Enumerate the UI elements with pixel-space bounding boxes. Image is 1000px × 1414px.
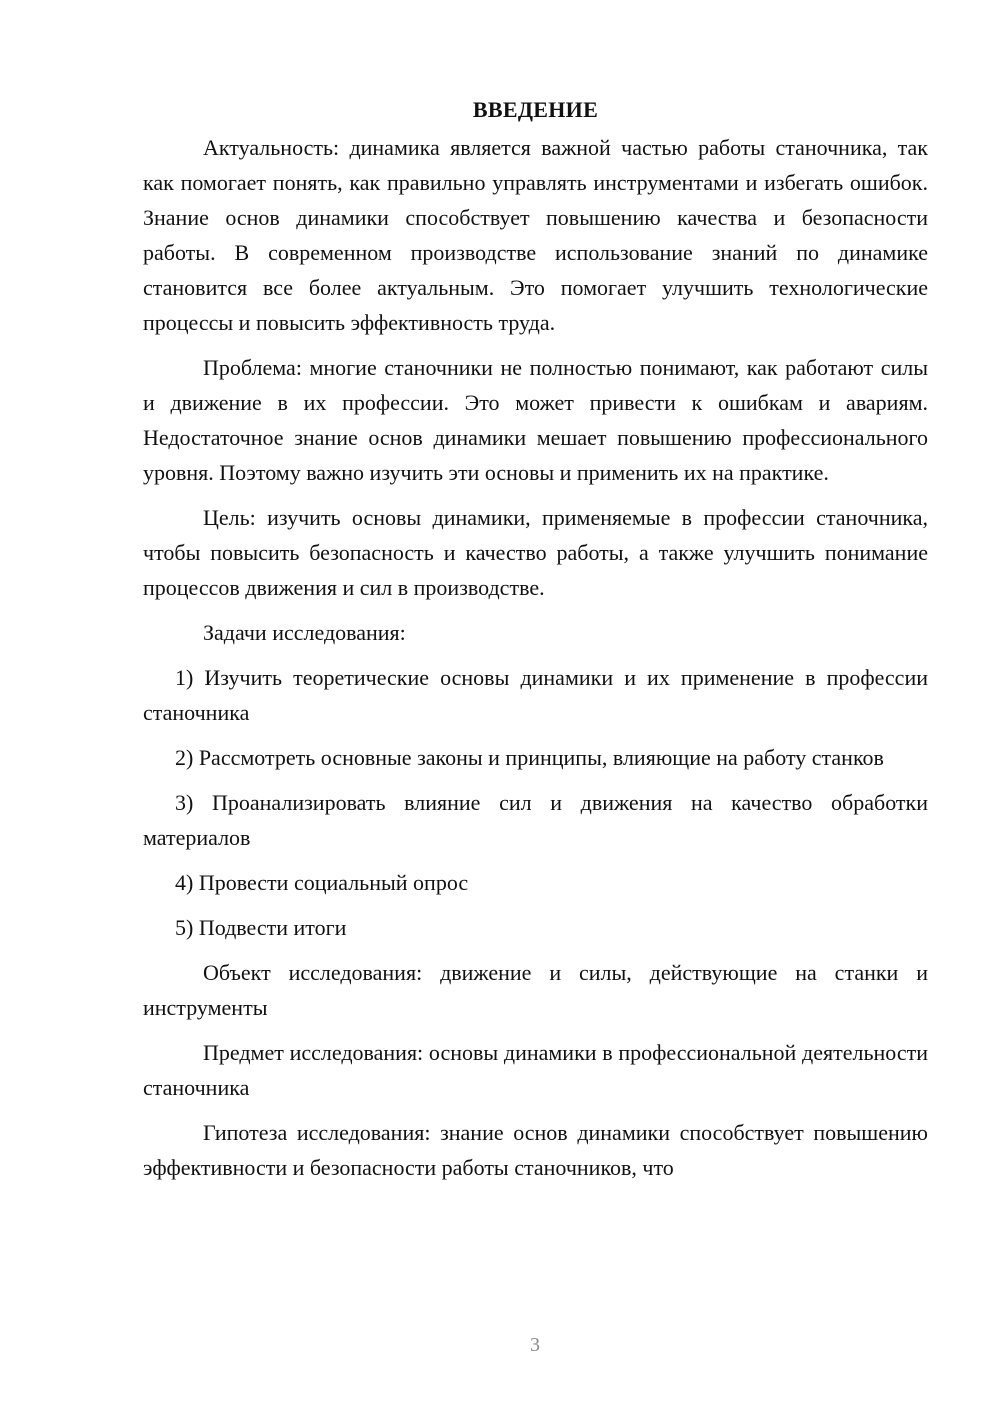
paragraph-goal: Цель: изучить основы динамики, применяемые в профессии станочника, чтобы повысить безопасность и качество работы, а также улучшить понимание процессов движения и сил в производстве.	[143, 505, 928, 600]
task-item-5: 5) Подвести итоги	[175, 915, 347, 940]
task-item-1: 1) Изучить теоретические основы динамики и их применение в профессии станочника	[143, 665, 928, 725]
paragraph-problem: Проблема: многие станочники не полностью понимают, как работают силы и движение в их профессии. Это может привести к ошибкам и авариям. Недостаточное знание основ динамики мешает повышению профессионального уровня. Поэтому важно изучить эти основы и применить их на практике.	[143, 355, 928, 485]
paragraph-relevance: Актуальность: динамика является важной частью работы станочника, так как помогает понять, как правильно управлять инструментами и избегать ошибок. Знание основ динамики способствует повышению качества и безопасности работы. В современном производстве использование знаний по динамике становится все более актуальным. Это помогает улучшить технологические процессы и повысить эффективность труда.	[143, 135, 928, 335]
paragraph-object: Объект исследования: движение и силы, действующие на станки и инструменты	[143, 960, 928, 1020]
task-item-4: 4) Провести социальный опрос	[175, 870, 469, 895]
paragraph-subject: Предмет исследования: основы динамики в профессиональной деятельности станочника	[143, 1040, 928, 1100]
page-title: ВВЕДЕНИЕ	[472, 97, 599, 122]
paragraph-hypothesis: Гипотеза исследования: знание основ динамики способствует повышению эффективности и безопасности работы станочников, что	[143, 1120, 928, 1180]
task-item-2: 2) Рассмотреть основные законы и принципы, влияющие на работу станков	[175, 745, 884, 770]
page-number: 3	[530, 1334, 540, 1356]
document-page	[143, 92, 928, 1195]
tasks-title: Задачи исследования:	[203, 620, 406, 645]
task-item-3: 3) Проанализировать влияние сил и движения на качество обработки материалов	[143, 790, 928, 850]
